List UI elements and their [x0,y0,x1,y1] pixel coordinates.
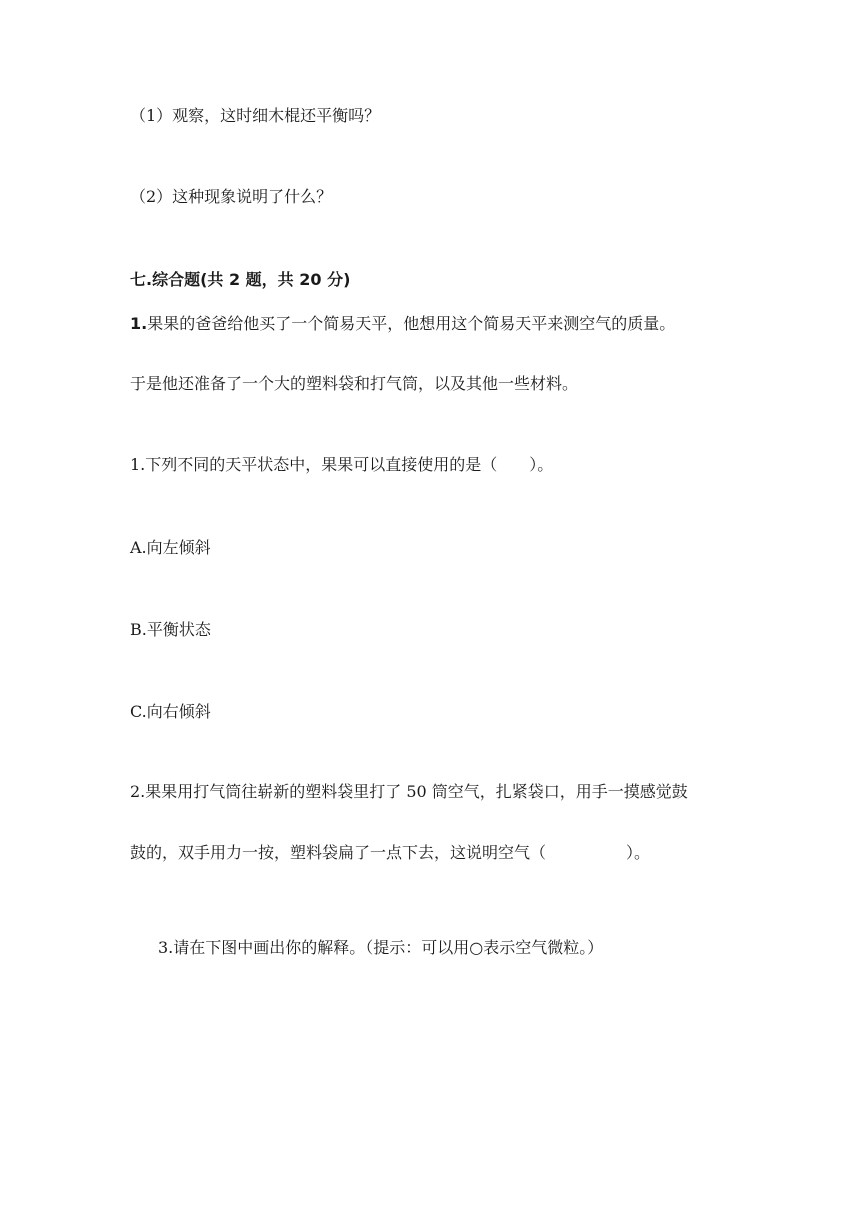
option-b: B.平衡状态 [130,620,211,639]
problem-intro-text-1: 果果的爸爸给他买了一个简易天平，他想用这个简易天平来测空气的质量。 [147,314,676,333]
problem-number: 1. [130,314,148,333]
problem-intro-line-1 [130,314,675,334]
prev-question-2: （2）这种现象说明了什么？ [130,187,333,206]
sub-question-2-line-2: 鼓的，双手用力一按，塑料袋扁了一点下去，这说明空气（ ）。 [130,843,651,862]
option-a: A.向左倾斜 [130,538,211,557]
prev-question-1: （1）观察，这时细木棍还平衡吗？ [130,106,381,125]
section-heading: 七.综合题(共 2 题，共 20 分) [130,270,351,289]
sub-question-2-line-1: 2.果果用打气筒往崭新的塑料袋里打了 50 筒空气，扎紧袋口，用手一摸感觉鼓 [130,782,688,801]
sub-question-1-stem: 1.下列不同的天平状态中，果果可以直接使用的是（ ）。 [130,455,554,474]
problem-intro-line-2: 于是他还准备了一个大的塑料袋和打气筒，以及其他一些材料。 [130,374,579,393]
sub-question-3: 3.请在下图中画出你的解释。（提示：可以用○表示空气微粒。） [158,938,604,957]
option-c: C.向右倾斜 [130,702,211,721]
